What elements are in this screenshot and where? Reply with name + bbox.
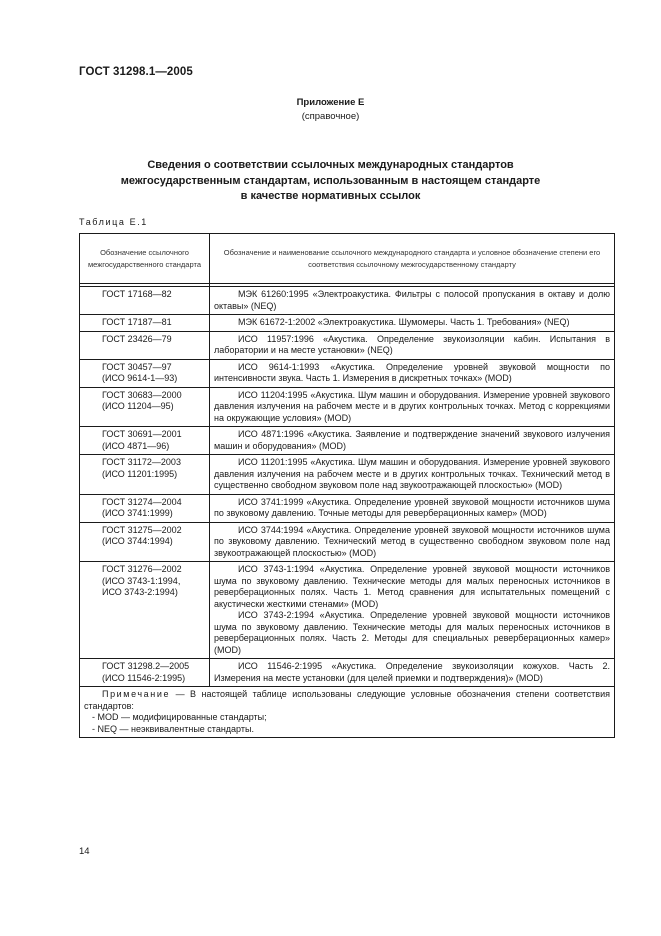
national-standard-code: ГОСТ 31276—2002 bbox=[102, 564, 182, 574]
national-standard-code: ГОСТ 31275—2002 bbox=[102, 524, 182, 535]
international-standard-description: ИСО 9614-1:1993 «Акустика. Определение уровней звуковой мощности по интенсивности звука. Часть 1. Измерения в дискретных точках» (MOD) bbox=[214, 361, 610, 383]
national-standard-cell bbox=[80, 287, 210, 315]
table-row bbox=[80, 287, 615, 315]
national-standard-code: (ИСО 11546-2:1995) bbox=[102, 672, 186, 683]
national-standard-code: ГОСТ 31172—2003 bbox=[102, 457, 181, 467]
international-standard-cell bbox=[210, 659, 615, 687]
note-label: Примечание bbox=[102, 689, 171, 699]
national-standard-code: (ИСО 3743-1:1994, bbox=[102, 575, 181, 586]
table-caption: Таблица Е.1 bbox=[79, 217, 148, 227]
national-standard-code: (ИСО 11204—95) bbox=[102, 401, 174, 411]
international-standard-description: ИСО 3741:1999 «Акустика. Определение уровней звуковой мощности источников шума по звуковому давлению. Точные методы для реверберационных камер» (MOD) bbox=[214, 496, 610, 518]
national-standard-code: (ИСО 4871—96) bbox=[102, 440, 170, 451]
national-standard-cell bbox=[80, 455, 210, 495]
international-standard-description: МЭК 61260:1995 «Электроакустика. Фильтры с полосой пропускания в октаву и долю октавы» (NEQ) bbox=[214, 289, 610, 311]
national-standard-cell bbox=[80, 315, 210, 332]
national-standard-code: ГОСТ 17187—81 bbox=[102, 317, 172, 327]
table-row bbox=[80, 315, 615, 332]
national-standard-code: ГОСТ 31298.2—2005 bbox=[102, 661, 190, 671]
national-standard-cell bbox=[80, 494, 210, 522]
international-standard-cell bbox=[210, 331, 615, 359]
table-row bbox=[80, 562, 615, 659]
table-row bbox=[80, 427, 615, 455]
international-standard-cell bbox=[210, 562, 615, 659]
national-standard-cell bbox=[80, 659, 210, 687]
table-row bbox=[80, 659, 615, 687]
column-header-international-standard: Обозначение и наименование ссылочного международного стандарта и условное обозначение степени его соответствия ссылочному межгосударственному стандарту bbox=[210, 234, 615, 284]
international-standard-cell bbox=[210, 427, 615, 455]
table-note-row bbox=[80, 687, 615, 738]
national-standard-code: ИСО 3743-2:1994) bbox=[102, 587, 178, 597]
national-standard-cell bbox=[80, 359, 210, 387]
table-note-text bbox=[84, 689, 610, 712]
table-row bbox=[80, 522, 615, 562]
national-standard-code: ГОСТ 17168—82 bbox=[102, 289, 172, 299]
national-standard-code: ГОСТ 30683—2000 bbox=[102, 389, 182, 400]
international-standard-description: ИСО 3743-1:1994 «Акустика. Определение уровней звуковой мощности источников шума по звуковому давлению. Технические методы для малых переносных источников в реверберационных полях. Часть 1. Метод сравнения для испытательных помещений с акустически жесткими стенами» (MOD) bbox=[214, 564, 610, 609]
document-title-line-2: межгосударственным стандартам, использованным в настоящем стандарте bbox=[120, 174, 541, 187]
national-standard-cell bbox=[80, 522, 210, 562]
national-standard-code: (ИСО 9614-1—93) bbox=[102, 373, 178, 383]
national-standard-code: (ИСО 11201:1995) bbox=[102, 468, 178, 479]
note-list-item: - MOD — модифицированные стандарты; bbox=[92, 712, 267, 722]
national-standard-code: ГОСТ 30457—97 bbox=[102, 361, 172, 372]
document-title bbox=[0, 158, 661, 205]
page-number: 14 bbox=[79, 846, 90, 857]
standard-code-header: ГОСТ 31298.1—2005 bbox=[79, 66, 193, 78]
international-standard-cell bbox=[210, 455, 615, 495]
table-row bbox=[80, 331, 615, 359]
international-standard-description: ИСО 4871:1996 «Акустика. Заявление и подтверждение значений звукового излучения машин и оборудования» (MOD) bbox=[214, 429, 610, 451]
international-standard-cell bbox=[210, 315, 615, 332]
national-standard-cell bbox=[80, 427, 210, 455]
table-row bbox=[80, 359, 615, 387]
national-standard-code: ГОСТ 30691—2001 bbox=[102, 429, 182, 439]
international-standard-description: ИСО 3743-2:1994 «Акустика. Определение уровней звуковой мощности источников шума по звуковому давлению. Технические методы для малых переносных источников в реверберационных полях. Часть 2. Методы для специальных реверберационных камер» (MOD) bbox=[214, 610, 610, 655]
table-header-row bbox=[80, 234, 615, 284]
national-standard-cell bbox=[80, 331, 210, 359]
appendix-title: Приложение Е bbox=[296, 97, 365, 108]
table-row bbox=[80, 494, 615, 522]
national-standard-code: ГОСТ 23426—79 bbox=[102, 333, 172, 344]
note-list-item: - NEQ — неэквивалентные стандарты. bbox=[92, 723, 254, 734]
international-standard-cell bbox=[210, 287, 615, 315]
international-standard-description: МЭК 61672-1:2002 «Электроакустика. Шумомеры. Часть 1. Требования» (NEQ) bbox=[238, 317, 570, 327]
table-row bbox=[80, 455, 615, 495]
correspondence-table bbox=[79, 233, 615, 738]
international-standard-cell bbox=[210, 494, 615, 522]
national-standard-code: (ИСО 3741:1999) bbox=[102, 508, 173, 518]
correspondence-table-container bbox=[79, 233, 615, 738]
international-standard-description: ИСО 11201:1995 «Акустика. Шум машин и оборудования. Измерение уровней звукового давления излучения на рабочем месте и в других контрольных точках. Технический метод в существенно свободном звуковом поле над звукоотражающей плоскостью» (MOD) bbox=[214, 457, 610, 490]
international-standard-description: ИСО 11957:1996 «Акустика. Определение звукоизоляции кабин. Испытания в лаборатории и на месте установки» (NEQ) bbox=[214, 333, 610, 355]
international-standard-cell bbox=[210, 359, 615, 387]
national-standard-code: (ИСО 3744:1994) bbox=[102, 536, 173, 546]
international-standard-description: ИСО 11204:1995 «Акустика. Шум машин и оборудования. Измерение уровней звукового давления излучения на рабочем месте и в других контрольных точках. Метод с коррекциями на окружающие условия» (MOD) bbox=[214, 389, 610, 423]
national-standard-cell bbox=[80, 387, 210, 427]
international-standard-cell bbox=[210, 522, 615, 562]
national-standard-cell bbox=[80, 562, 210, 659]
document-title-line-1: Сведения о соответствии ссылочных международных стандартов bbox=[147, 159, 514, 171]
table-row bbox=[80, 387, 615, 427]
appendix-subtitle: (справочное) bbox=[301, 111, 360, 122]
note-body: — В настоящей таблице использованы следующие условные обозначения степени соответствия стандартов: bbox=[84, 689, 610, 711]
national-standard-code: ГОСТ 31274—2004 bbox=[102, 496, 182, 507]
international-standard-description: ИСО 3744:1994 «Акустика. Определение уровней звуковой мощности источников шума по звуковому давлению. Технический метод в существенно свободном звуковом поле над звукоотражающей плоскостью» (MOD) bbox=[214, 524, 610, 558]
table-note-cell bbox=[80, 687, 615, 738]
document-title-line-3: в качестве нормативных ссылок bbox=[240, 190, 421, 202]
appendix-heading bbox=[0, 96, 661, 124]
international-standard-cell bbox=[210, 387, 615, 427]
international-standard-description: ИСО 11546-2:1995 «Акустика. Определение звукоизоляции кожухов. Часть 2. Измерения на месте установки (для целей приемки и подтверждения)» (MOD) bbox=[214, 661, 610, 683]
column-header-national-standard: Обозначение ссылочного межгосударственного стандарта bbox=[80, 234, 210, 284]
